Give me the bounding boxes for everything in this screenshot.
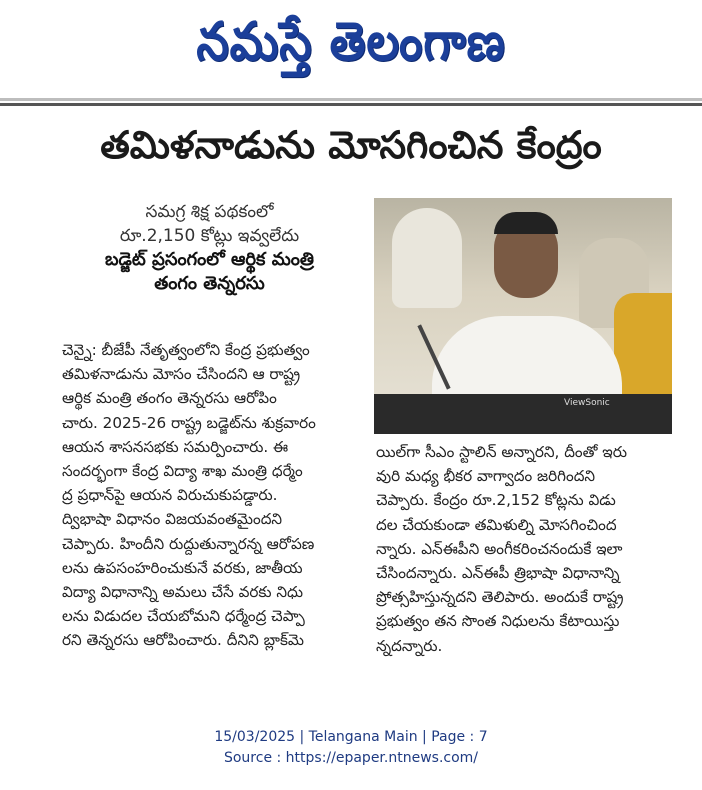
article-line: దల చేయకుండా తమిళుల్ని మోసగించింద xyxy=(376,515,617,534)
divider xyxy=(0,98,702,101)
footer-source: Source : https://epaper.ntnews.com/ xyxy=(223,750,479,766)
article-line: చేసిందన్నారు. ఎన్ఈపీ త్రిభాషా విధానాన్ని xyxy=(376,564,620,583)
footer-dateline: 15/03/2025 | Telangana Main | Page : 7 xyxy=(214,729,488,745)
article-line: చెప్పారు. హిందీని రుద్దుతున్నారన్న ఆరోపణ xyxy=(62,534,315,553)
article-line: విద్యా విధానాన్ని అమలు చేసే వరకు నిధు xyxy=(62,583,304,602)
deck-line: సమగ్ర శిక్ష పథకంలో xyxy=(145,202,274,222)
article-line: ప్రభుత్వం తన సొంత నిధులను కేటాయిస్తు xyxy=(376,612,620,631)
article-line: ప్రోత్సహిస్తున్నదని తెలిపారు. అందుకే రాష్ట్ర xyxy=(376,588,624,607)
article-line: వురి మధ్య భీకర వాగ్వాదం జరిగిందని xyxy=(376,467,596,486)
footer xyxy=(0,727,702,769)
article-line: న్నారు. ఎన్ఈపీని అంగీకరించనందుకే ఇలా xyxy=(376,539,623,558)
photo-monitor xyxy=(374,394,672,434)
deck xyxy=(62,200,357,296)
article-line: లను విడుదల చేయబోమని ధర్మేంద్ర చెప్పా xyxy=(62,607,305,626)
article-line: సందర్భంగా కేంద్ర విద్యా శాఖ మంత్రి ధర్మేం xyxy=(62,462,303,481)
masthead xyxy=(0,0,702,96)
deck-line: తంగం తెన్నరసు xyxy=(154,273,265,294)
article-line: తమిళనాడును మోసం చేసిందని ఆ రాష్ట్ర xyxy=(62,365,301,384)
monitor-brand: ViewSonic xyxy=(564,398,610,408)
article-line: రని తెన్నరసు ఆరోపించారు. దీనిని బ్లాక్‌మె xyxy=(62,631,304,650)
photo-speaker-hair xyxy=(494,212,558,234)
article-column-2 xyxy=(376,440,674,658)
deck-line: బడ్జెట్ ప్రసంగంలో ఆర్థిక మంత్రి xyxy=(105,249,314,270)
article-line: చారు. 2025-26 రాష్ట్ర బడ్జెట్‌ను శుక్రవారం xyxy=(62,413,316,432)
article-line: ఆయన శాసనసభకు సమర్పించారు. ఈ xyxy=(62,437,289,456)
article-line: న్నదన్నారు. xyxy=(376,636,443,655)
photo-figure xyxy=(392,208,462,308)
article-column-1 xyxy=(62,338,364,653)
article-line: యిల్‌గా సీఎం స్టాలిన్ అన్నారని, దీంతో ఇరు xyxy=(376,443,627,461)
news-photo xyxy=(374,198,672,434)
headline: తమిళనాడును మోసగించిన కేంద్రం xyxy=(100,122,602,167)
article-line: ద్ర ప్రధాన్‌పై ఆయన విరుచుకుపడ్డారు. xyxy=(62,486,278,505)
article-line: ద్విభాషా విధానం విజయవంతమైందని xyxy=(62,510,283,529)
article-line: చెన్నై: బీజేపీ నేతృత్వంలోని కేంద్ర ప్రభుత్వం xyxy=(62,341,310,359)
masthead-title: నమస్తే తెలంగాణ xyxy=(196,10,506,73)
article-line: చెప్పారు. కేంద్రం రూ.2,152 కోట్లను విడు xyxy=(376,491,616,510)
article-line: ఆర్థిక మంత్రి తంగం తెన్నరసు ఆరోపిం xyxy=(62,389,277,408)
divider xyxy=(0,103,702,106)
deck-line: రూ.2,150 కోట్లు ఇవ్వలేదు xyxy=(119,226,300,246)
article-line: లను ఉపసంహరించుకునే వరకు, జాతీయ xyxy=(62,558,303,577)
